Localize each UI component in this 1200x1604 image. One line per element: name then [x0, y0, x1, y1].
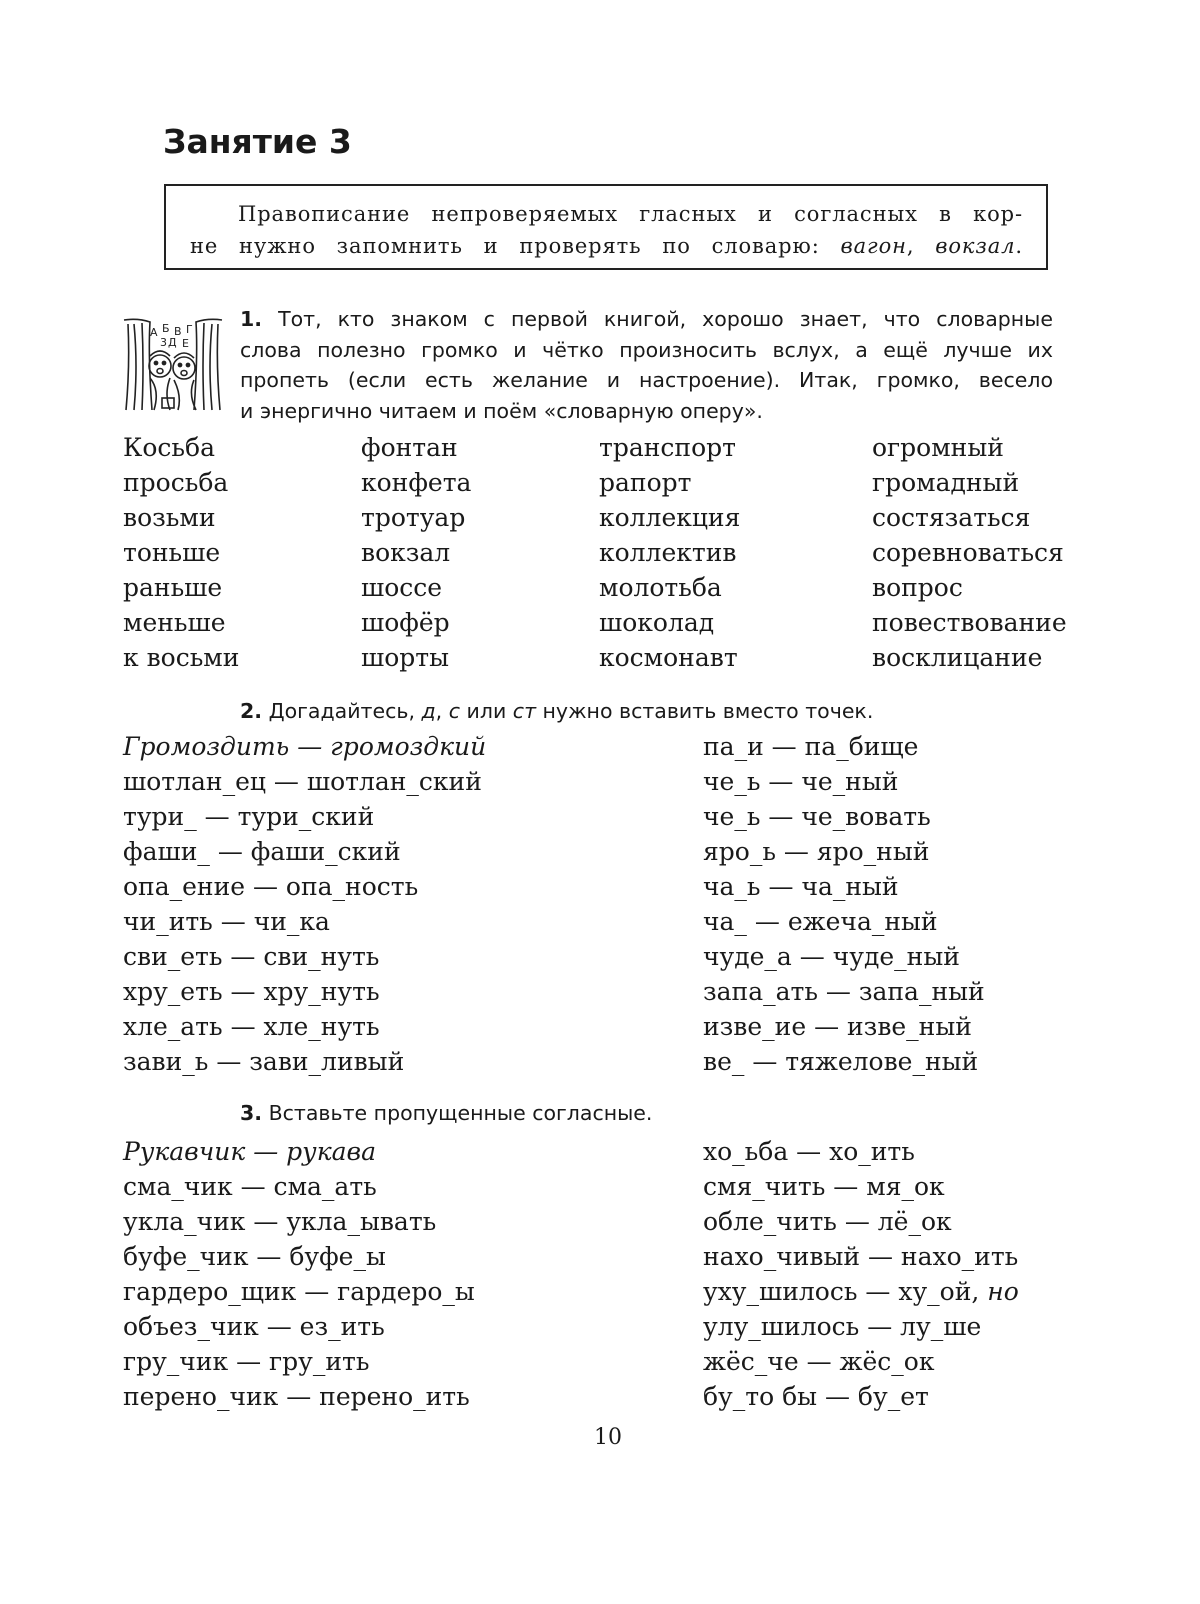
word-pair: изве_ие — изве_ный: [703, 1012, 972, 1041]
exercise-1-line: [240, 304, 1053, 335]
word-item: тротуар: [361, 503, 466, 532]
exercise-2-instruction: [240, 696, 873, 727]
word-pair: бу_то бы — бу_ет: [703, 1382, 929, 1411]
word-pair: чи_ить — чи_ка: [123, 907, 330, 936]
exercise-3-text: Вставьте пропущенные согласные.: [268, 1101, 653, 1125]
word-pair: ча_ь — ча_ный: [703, 872, 899, 901]
word-pair: зави_ь — зави_ливый: [123, 1047, 405, 1076]
word-item: молотьба: [599, 573, 722, 602]
word-column-3: [599, 430, 740, 675]
word-item: коллекция: [599, 503, 741, 532]
word-pair: запа_ать — запа_ный: [703, 977, 985, 1006]
page-number: 10: [594, 1425, 622, 1450]
word-item: транспорт: [599, 433, 736, 462]
word-item: восклицание: [872, 643, 1043, 672]
exercise-2-left-column: [123, 729, 486, 1079]
exercise-2-comma: ,: [435, 699, 449, 723]
exercise-1-line-text: Тот, кто знаком с первой книгой, хорошо знает, что словарные: [278, 307, 1053, 331]
svg-text:Е: Е: [182, 337, 189, 350]
word-item: шоколад: [599, 608, 715, 637]
word-item: повествование: [872, 608, 1067, 637]
word-item: громадный: [872, 468, 1020, 497]
rule-line-2-text: не нужно запомнить и проверять по словарю:: [190, 234, 841, 258]
word-item: рапорт: [599, 468, 692, 497]
word-pair: обле_чить — лё_ок: [703, 1207, 952, 1236]
word-item: просьба: [123, 468, 229, 497]
exercise-2-number: 2.: [240, 699, 263, 723]
exercise-2-text: Догадайтесь,: [268, 699, 422, 723]
exercise-3-note: но: [987, 1277, 1019, 1306]
exercise-1-line: пропеть (если есть желание и настроение). Итак, громко, весело: [240, 368, 1053, 392]
rule-text: [190, 198, 1023, 262]
word-pair: буфе_чик — буфе_ы: [123, 1242, 386, 1271]
word-pair: па_и — па_бище: [703, 732, 919, 761]
word-item: Косьба: [123, 433, 215, 462]
word-item: космонавт: [599, 643, 738, 672]
svg-text:Г: Г: [186, 323, 193, 336]
exercise-3-right-column: [703, 1134, 1019, 1414]
word-item: фонтан: [361, 433, 458, 462]
exercise-2-letter-s: с: [448, 699, 460, 723]
word-pair: фаши_ — фаши_ский: [123, 837, 401, 866]
word-pair: тури_ — тури_ский: [123, 802, 375, 831]
rule-line-1: Правописание непроверяемых гласных и согласных в кор-: [238, 202, 1023, 226]
exercise-1-number: 1.: [240, 307, 263, 331]
svg-text:В: В: [174, 325, 182, 338]
exercise-2-right-column: [703, 729, 985, 1079]
page-title: Занятие 3: [163, 122, 352, 161]
word-pair: объез_чик — ез_ить: [123, 1312, 385, 1341]
word-pair: укла_чик — укла_ывать: [123, 1207, 437, 1236]
word-item: вокзал: [361, 538, 451, 567]
rule-example-2: вокзал: [935, 234, 1016, 258]
svg-text:3: 3: [160, 336, 167, 349]
exercise-3-instruction: [240, 1098, 652, 1129]
exercise-2-text-or: или: [460, 699, 513, 723]
word-pair: улу_шилось — лу_ше: [703, 1312, 982, 1341]
word-item: шорты: [361, 643, 450, 672]
word-pair: чуде_а — чуде_ный: [703, 942, 960, 971]
word-item: шофёр: [361, 608, 450, 637]
rule-example-1: вагон: [840, 234, 907, 258]
word-pair: гардеро_щик — гардеро_ы: [123, 1277, 475, 1306]
word-pair-with-note: [703, 1274, 1019, 1309]
word-pair: смя_чить — мя_ок: [703, 1172, 945, 1201]
word-pair: ве_ — тяжелове_ный: [703, 1047, 979, 1076]
exercise-2-letter-st: ст: [512, 699, 537, 723]
svg-text:Б: Б: [162, 322, 170, 335]
word-pair: хру_еть — хру_нуть: [123, 977, 380, 1006]
word-item: к восьми: [123, 643, 240, 672]
svg-text:А: А: [150, 326, 158, 339]
word-pair: нахо_чивый — нахо_ить: [703, 1242, 1019, 1271]
word-item: соревноваться: [872, 538, 1064, 567]
exercise-3-example: Рукавчик — рукава: [123, 1137, 376, 1166]
word-item: огромный: [872, 433, 1004, 462]
exercise-1-line: слова полезно громко и чётко произносить вслух, а ещё лучше их: [240, 337, 1053, 362]
word-pair: че_ь — че_ный: [703, 767, 899, 796]
word-column-1: [123, 430, 239, 675]
word-pair: шотлан_ец — шотлан_ский: [123, 767, 482, 796]
word-pair: опа_ение — опа_ность: [123, 872, 419, 901]
svg-text:Д: Д: [168, 336, 177, 349]
word-pair: гру_чик — гру_ить: [123, 1347, 370, 1376]
word-item: состязаться: [872, 503, 1031, 532]
exercise-3-left-column: [123, 1134, 475, 1414]
rule-line-2: [190, 230, 1023, 262]
word-item: вопрос: [872, 573, 963, 602]
word-column-4: [872, 430, 1067, 675]
exercise-1-instruction: [240, 304, 1053, 426]
rule-end: .: [1015, 234, 1023, 258]
word-pair: хле_ать — хле_нуть: [123, 1012, 380, 1041]
word-pair: ча_ — ежеча_ный: [703, 907, 938, 936]
word-pair: че_ь — че_вовать: [703, 802, 931, 831]
word-pair: жёс_че — жёс_ок: [703, 1347, 935, 1376]
word-item: конфета: [361, 468, 472, 497]
word-item: тоньше: [123, 538, 221, 567]
word-pair: сви_еть — сви_нуть: [123, 942, 380, 971]
singing-children-illustration: [120, 316, 226, 414]
exercise-2-text-end: нужно вставить вместо точек.: [536, 699, 874, 723]
word-item: раньше: [123, 573, 223, 602]
word-item: возьми: [123, 503, 216, 532]
word-pair: сма_чик — сма_ать: [123, 1172, 377, 1201]
word-pair: перено_чик — перено_ить: [123, 1382, 470, 1411]
word-pair: уху_шилось — ху_ой,: [703, 1277, 988, 1306]
word-pair: хо_ьба — хо_ить: [703, 1137, 915, 1166]
exercise-1-line: и энергично читаем и поём «словарную оперу».: [240, 398, 763, 423]
exercise-2-letter-d: д: [421, 699, 436, 723]
word-pair: яро_ь — яро_ный: [703, 837, 930, 866]
rule-separator: ,: [906, 234, 936, 258]
word-item: коллектив: [599, 538, 737, 567]
word-item: меньше: [123, 608, 226, 637]
exercise-2-example: Громоздить — громоздкий: [123, 732, 487, 761]
word-column-2: [361, 430, 471, 675]
word-item: шоссе: [361, 573, 443, 602]
exercise-3-number: 3.: [240, 1101, 263, 1125]
